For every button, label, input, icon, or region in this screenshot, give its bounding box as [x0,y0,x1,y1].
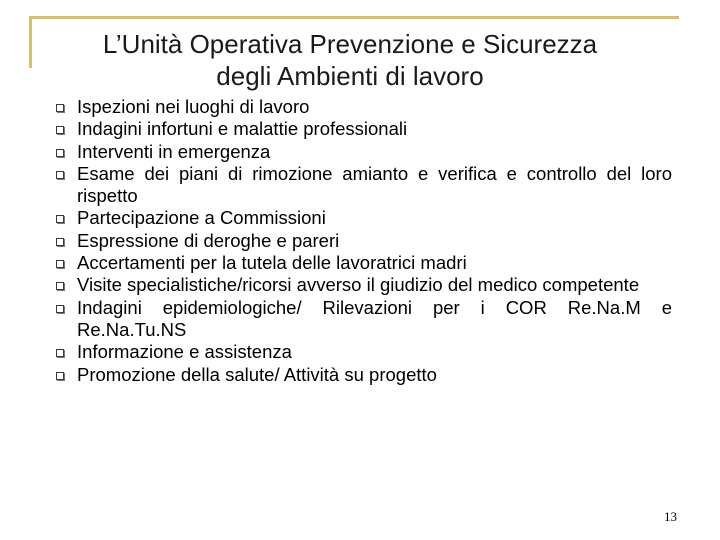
list-item-text: Promozione della salute/ Attività su progetto [77,363,437,385]
list-item-text: Esame dei piani di rimozione amianto e verifica e controllo del loro rispetto [77,162,672,207]
list-item [54,364,672,386]
decorative-frame-left [29,16,32,68]
list-item-text: Espressione di deroghe e pareri [77,229,340,251]
hollow-square-bullet-icon [56,372,64,380]
list-item [54,297,672,342]
list-item [54,118,672,140]
hollow-square-bullet-icon [56,238,64,246]
list-item-text: Ispezioni nei luoghi di lavoro [77,96,310,117]
hollow-square-bullet-icon [56,305,64,313]
list-item [54,252,672,274]
hollow-square-bullet-icon [56,171,64,179]
list-item-text: Indagini epidemiologiche/ Rilevazioni per i COR Re.Na.M e Re.Na.Tu.NS [77,296,672,340]
hollow-square-bullet-icon [56,104,64,112]
bullet-list [54,96,672,386]
slide-title-line-2: degli Ambienti di lavoro [216,61,484,91]
slide-title-line-1: L’Unità Operativa Prevenzione e Sicurezza [102,29,598,59]
list-item-text: Indagini infortuni e malattie professionali [77,118,408,140]
list-item [54,163,672,208]
decorative-frame-top [29,16,679,19]
list-item-text: Visite specialistiche/ricorsi avverso il giudizio del medico competente [77,274,640,296]
hollow-square-bullet-icon [56,126,64,134]
list-item-text: Informazione e assistenza [77,341,292,363]
hollow-square-bullet-icon [56,282,64,290]
list-item [54,141,672,163]
list-item [54,274,672,296]
hollow-square-bullet-icon [56,260,64,268]
hollow-square-bullet-icon [56,349,64,357]
list-item [54,96,672,118]
list-item [54,207,672,229]
list-item-text: Partecipazione a Commissioni [77,207,326,229]
hollow-square-bullet-icon [56,215,64,223]
list-item [54,341,672,363]
slide-title [40,28,660,92]
list-item-text: Accertamenti per la tutela delle lavoratrici madri [77,252,467,274]
page-number: 13 [664,509,677,524]
list-item [54,230,672,252]
list-item-text: Interventi in emergenza [77,140,271,162]
hollow-square-bullet-icon [56,149,64,157]
